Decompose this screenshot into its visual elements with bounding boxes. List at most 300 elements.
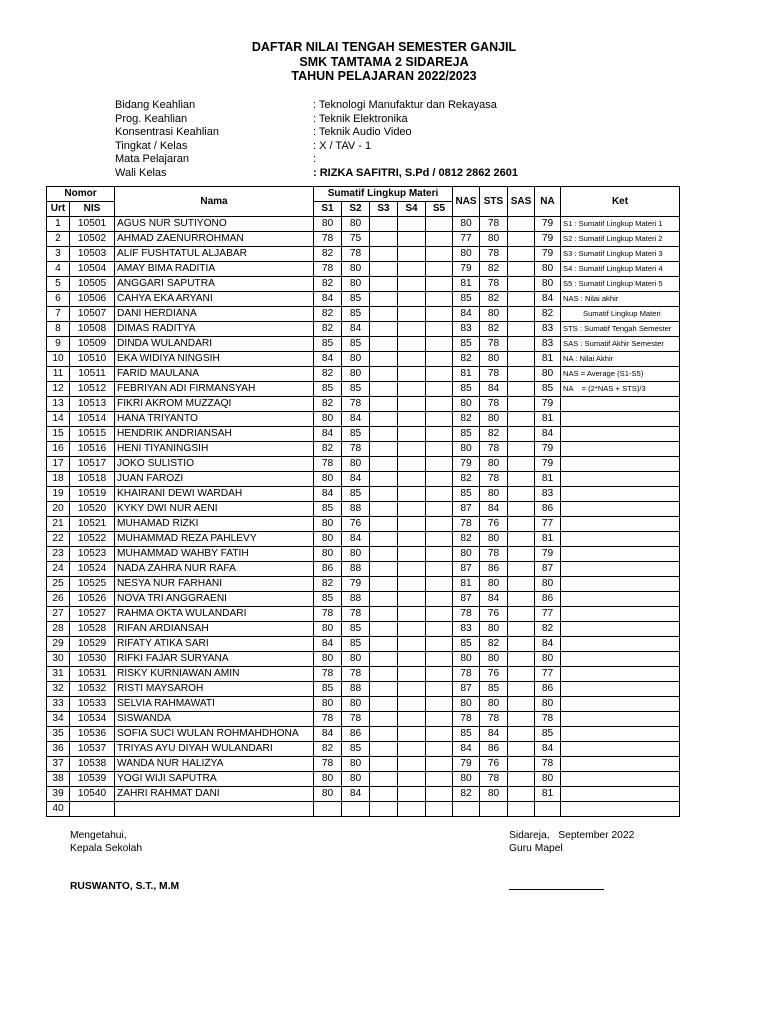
table-row: [47, 472, 680, 487]
cell-nis: 10515: [70, 427, 115, 442]
cell-s5: [426, 292, 453, 307]
cell-nas: 85: [453, 487, 480, 502]
header-na: NA: [535, 187, 561, 217]
cell-nama: SOFIA SUCI WULAN ROHMAHDHONA: [115, 727, 314, 742]
cell-s3: [370, 652, 398, 667]
cell-urt: 13: [47, 397, 70, 412]
cell-nas: 85: [453, 292, 480, 307]
cell-nas: 84: [453, 742, 480, 757]
cell-sts: [480, 802, 508, 817]
cell-nas: 80: [453, 547, 480, 562]
cell-sts: 80: [480, 652, 508, 667]
cell-nis: 10520: [70, 502, 115, 517]
cell-ket: STS : Sumatif Tengah Semester: [561, 322, 680, 337]
cell-na: 83: [535, 487, 561, 502]
cell-s3: [370, 427, 398, 442]
cell-s2: 86: [342, 727, 370, 742]
table-row: [47, 697, 680, 712]
table-row: [47, 367, 680, 382]
cell-s1: 78: [314, 712, 342, 727]
cell-ket: [561, 472, 680, 487]
cell-ket: S4 : Sumatif Lingkup Materi 4: [561, 262, 680, 277]
cell-s3: [370, 337, 398, 352]
cell-sas: [508, 517, 535, 532]
cell-s1: 84: [314, 352, 342, 367]
cell-nama: DINDA WULANDARI: [115, 337, 314, 352]
cell-na: 86: [535, 682, 561, 697]
table-row: [47, 757, 680, 772]
table-row: [47, 442, 680, 457]
table-row: [47, 382, 680, 397]
cell-sas: [508, 292, 535, 307]
cell-s4: [398, 232, 426, 247]
header-s1: S1: [314, 202, 342, 217]
cell-s4: [398, 577, 426, 592]
cell-nas: 77: [453, 232, 480, 247]
document-title: DAFTAR NILAI TENGAH SEMESTER GANJIL: [251, 40, 517, 54]
cell-urt: 4: [47, 262, 70, 277]
table-row: [47, 397, 680, 412]
cell-ket: [561, 802, 680, 817]
cell-na: 77: [535, 667, 561, 682]
cell-na: 81: [535, 352, 561, 367]
teacher-signature-line: [509, 888, 604, 890]
cell-urt: 8: [47, 322, 70, 337]
cell-s5: [426, 742, 453, 757]
table-row: [47, 667, 680, 682]
cell-sas: [508, 532, 535, 547]
cell-ket: [561, 652, 680, 667]
table-row: [47, 247, 680, 262]
cell-s1: 80: [314, 217, 342, 232]
cell-nis: 10530: [70, 652, 115, 667]
cell-nis: 10537: [70, 742, 115, 757]
cell-s5: [426, 307, 453, 322]
cell-na: 80: [535, 277, 561, 292]
header-s3: S3: [370, 202, 398, 217]
info-label: Tingkat / Kelas: [115, 139, 188, 152]
header-sas: SAS: [508, 187, 535, 217]
cell-ket: [561, 667, 680, 682]
table-row: [47, 427, 680, 442]
cell-sas: [508, 742, 535, 757]
cell-ket: [561, 772, 680, 787]
cell-nama: ALIF FUSHTATUL ALJABAR: [115, 247, 314, 262]
cell-s1: 82: [314, 397, 342, 412]
cell-urt: 21: [47, 517, 70, 532]
cell-na: 81: [535, 412, 561, 427]
cell-nas: 85: [453, 382, 480, 397]
cell-nis: 10528: [70, 622, 115, 637]
cell-nas: 82: [453, 787, 480, 802]
cell-s4: [398, 622, 426, 637]
cell-sas: [508, 547, 535, 562]
cell-s4: [398, 757, 426, 772]
cell-ket: [561, 712, 680, 727]
cell-ket: [561, 547, 680, 562]
cell-na: 85: [535, 382, 561, 397]
cell-sts: 78: [480, 772, 508, 787]
cell-nama: TRIYAS AYU DIYAH WULANDARI: [115, 742, 314, 757]
cell-s1: 80: [314, 697, 342, 712]
table-row: [47, 322, 680, 337]
cell-s2: 78: [342, 442, 370, 457]
table-row: [47, 532, 680, 547]
cell-s5: [426, 757, 453, 772]
table-row: [47, 307, 680, 322]
cell-sas: [508, 457, 535, 472]
cell-sas: [508, 307, 535, 322]
cell-nama: MUHAMMAD REZA PAHLEVY: [115, 532, 314, 547]
cell-na: 84: [535, 637, 561, 652]
cell-sts: 78: [480, 712, 508, 727]
cell-urt: 27: [47, 607, 70, 622]
table-row: [47, 577, 680, 592]
cell-s5: [426, 352, 453, 367]
cell-s5: [426, 667, 453, 682]
cell-s1: 80: [314, 652, 342, 667]
cell-s3: [370, 667, 398, 682]
cell-s3: [370, 607, 398, 622]
table-row: [47, 232, 680, 247]
cell-na: 79: [535, 397, 561, 412]
info-label: Wali Kelas: [115, 166, 167, 179]
cell-na: 77: [535, 607, 561, 622]
cell-urt: 36: [47, 742, 70, 757]
cell-nama: KHAIRANI DEWI WARDAH: [115, 487, 314, 502]
cell-sts: 78: [480, 277, 508, 292]
cell-urt: 18: [47, 472, 70, 487]
cell-s3: [370, 217, 398, 232]
cell-nas: 80: [453, 217, 480, 232]
info-value: : Teknik Elektronika: [313, 112, 408, 125]
cell-s5: [426, 397, 453, 412]
cell-s2: 85: [342, 487, 370, 502]
cell-urt: 37: [47, 757, 70, 772]
cell-nama: KYKY DWI NUR AENI: [115, 502, 314, 517]
cell-nama: HANA TRIYANTO: [115, 412, 314, 427]
cell-s5: [426, 472, 453, 487]
cell-na: 84: [535, 292, 561, 307]
cell-s5: [426, 622, 453, 637]
cell-na: 78: [535, 712, 561, 727]
header-nis: NIS: [70, 202, 115, 217]
cell-s5: [426, 802, 453, 817]
cell-s3: [370, 517, 398, 532]
cell-s2: 85: [342, 637, 370, 652]
cell-nama: MUHAMAD RIZKI: [115, 517, 314, 532]
cell-sas: [508, 337, 535, 352]
cell-s2: 76: [342, 517, 370, 532]
cell-sts: 80: [480, 532, 508, 547]
table-row: [47, 292, 680, 307]
cell-nama: JOKO SULISTIO: [115, 457, 314, 472]
cell-nis: 10533: [70, 697, 115, 712]
info-label: Bidang Keahlian: [115, 99, 196, 111]
table-row: [47, 517, 680, 532]
cell-sas: [508, 217, 535, 232]
cell-sts: 76: [480, 517, 508, 532]
cell-nis: 10511: [70, 367, 115, 382]
cell-na: 83: [535, 337, 561, 352]
cell-s5: [426, 712, 453, 727]
cell-s3: [370, 232, 398, 247]
cell-na: 87: [535, 562, 561, 577]
cell-ket: [561, 592, 680, 607]
cell-ket: [561, 757, 680, 772]
cell-sas: [508, 277, 535, 292]
cell-na: 86: [535, 592, 561, 607]
cell-s1: 80: [314, 787, 342, 802]
cell-nama: [115, 802, 314, 817]
table-row: [47, 742, 680, 757]
table-row: [47, 607, 680, 622]
cell-s1: 85: [314, 502, 342, 517]
cell-na: 80: [535, 772, 561, 787]
cell-s5: [426, 502, 453, 517]
cell-sas: [508, 787, 535, 802]
cell-na: 80: [535, 367, 561, 382]
info-value: :: [313, 153, 317, 166]
cell-s4: [398, 217, 426, 232]
cell-s3: [370, 547, 398, 562]
cell-sts: 80: [480, 787, 508, 802]
cell-s5: [426, 697, 453, 712]
cell-urt: 20: [47, 502, 70, 517]
cell-nama: SISWANDA: [115, 712, 314, 727]
cell-na: 81: [535, 472, 561, 487]
cell-urt: 34: [47, 712, 70, 727]
cell-na: 81: [535, 787, 561, 802]
cell-s3: [370, 412, 398, 427]
cell-ket: NA : Nilai Akhir: [561, 352, 680, 367]
table-row: [47, 592, 680, 607]
cell-s4: [398, 532, 426, 547]
cell-sas: [508, 712, 535, 727]
cell-ket: S3 : Sumatif Lingkup Materi 3: [561, 247, 680, 262]
cell-s3: [370, 562, 398, 577]
cell-sts: 80: [480, 307, 508, 322]
header-s4: S4: [398, 202, 426, 217]
cell-sas: [508, 697, 535, 712]
cell-sts: 80: [480, 412, 508, 427]
cell-sts: 76: [480, 607, 508, 622]
cell-s1: 84: [314, 637, 342, 652]
cell-s5: [426, 652, 453, 667]
cell-nama: RISKY KURNIAWAN AMIN: [115, 667, 314, 682]
cell-nama: DANI HERDIANA: [115, 307, 314, 322]
cell-nas: 83: [453, 322, 480, 337]
cell-urt: 1: [47, 217, 70, 232]
cell-urt: 17: [47, 457, 70, 472]
cell-na: 81: [535, 532, 561, 547]
cell-sts: 78: [480, 472, 508, 487]
cell-urt: 35: [47, 727, 70, 742]
cell-sas: [508, 637, 535, 652]
cell-s1: 78: [314, 607, 342, 622]
cell-s5: [426, 277, 453, 292]
cell-s3: [370, 382, 398, 397]
cell-nama: ZAHRI RAHMAT DANI: [115, 787, 314, 802]
cell-s5: [426, 577, 453, 592]
cell-nis: 10509: [70, 337, 115, 352]
cell-s1: 80: [314, 547, 342, 562]
cell-s5: [426, 607, 453, 622]
cell-nama: FARID MAULANA: [115, 367, 314, 382]
cell-s1: 80: [314, 472, 342, 487]
cell-nas: 81: [453, 367, 480, 382]
cell-s2: 85: [342, 292, 370, 307]
cell-s2: 80: [342, 772, 370, 787]
cell-nama: NESYA NUR FARHANI: [115, 577, 314, 592]
cell-s5: [426, 367, 453, 382]
cell-nis: 10536: [70, 727, 115, 742]
cell-nis: 10513: [70, 397, 115, 412]
cell-sas: [508, 652, 535, 667]
cell-nama: JUAN FAROZI: [115, 472, 314, 487]
cell-urt: 38: [47, 772, 70, 787]
cell-sas: [508, 562, 535, 577]
cell-nama: MUHAMMAD WAHBY FATIH: [115, 547, 314, 562]
cell-ket: [561, 412, 680, 427]
cell-s4: [398, 802, 426, 817]
cell-nis: 10529: [70, 637, 115, 652]
cell-ket: NAS = Average (S1-S5): [561, 367, 680, 382]
cell-ket: [561, 457, 680, 472]
cell-s1: 78: [314, 457, 342, 472]
cell-sas: [508, 367, 535, 382]
cell-nama: RISTI MAYSAROH: [115, 682, 314, 697]
cell-s1: 85: [314, 682, 342, 697]
cell-ket: NAS : Nilai akhir: [561, 292, 680, 307]
cell-s5: [426, 517, 453, 532]
cell-s4: [398, 307, 426, 322]
cell-sas: [508, 472, 535, 487]
cell-sts: 78: [480, 247, 508, 262]
cell-nis: 10521: [70, 517, 115, 532]
cell-ket: [561, 487, 680, 502]
cell-nis: 10506: [70, 292, 115, 307]
table-row: [47, 637, 680, 652]
school-name: SMK TAMTAMA 2 SIDAREJA: [299, 54, 469, 69]
cell-sts: 80: [480, 577, 508, 592]
cell-nis: 10514: [70, 412, 115, 427]
cell-ket: SAS : Sumatif Akhir Semester: [561, 337, 680, 352]
cell-nas: 85: [453, 727, 480, 742]
cell-s2: 84: [342, 472, 370, 487]
cell-s5: [426, 382, 453, 397]
cell-s1: 78: [314, 757, 342, 772]
cell-sts: 85: [480, 682, 508, 697]
cell-urt: 22: [47, 532, 70, 547]
table-row: [47, 772, 680, 787]
cell-urt: 31: [47, 667, 70, 682]
cell-s4: [398, 322, 426, 337]
cell-s4: [398, 517, 426, 532]
table-row: [47, 562, 680, 577]
cell-s2: 80: [342, 277, 370, 292]
cell-urt: 16: [47, 442, 70, 457]
cell-s4: [398, 277, 426, 292]
cell-ket: [561, 727, 680, 742]
cell-nas: 80: [453, 247, 480, 262]
cell-s3: [370, 697, 398, 712]
cell-sts: 80: [480, 622, 508, 637]
cell-s2: 84: [342, 532, 370, 547]
cell-nis: 10531: [70, 667, 115, 682]
cell-nis: 10503: [70, 247, 115, 262]
cell-urt: 26: [47, 592, 70, 607]
cell-sas: [508, 397, 535, 412]
table-row: [47, 412, 680, 427]
cell-nama: ANGGARI SAPUTRA: [115, 277, 314, 292]
cell-s1: 80: [314, 412, 342, 427]
cell-s4: [398, 442, 426, 457]
cell-ket: S5 : Sumatif Lingkup Materi 5: [561, 277, 680, 292]
cell-s5: [426, 787, 453, 802]
cell-nama: SELVIA RAHMAWATI: [115, 697, 314, 712]
cell-s1: 78: [314, 262, 342, 277]
info-value: : X / TAV - 1: [313, 139, 372, 152]
cell-s2: 79: [342, 577, 370, 592]
table-row: [47, 262, 680, 277]
cell-nis: 10534: [70, 712, 115, 727]
cell-s4: [398, 652, 426, 667]
cell-sts: 80: [480, 487, 508, 502]
cell-nas: 87: [453, 592, 480, 607]
cell-nis: 10510: [70, 352, 115, 367]
cell-sas: [508, 622, 535, 637]
cell-s4: [398, 487, 426, 502]
cell-s3: [370, 262, 398, 277]
cell-nis: 10502: [70, 232, 115, 247]
cell-nis: 10508: [70, 322, 115, 337]
cell-urt: 30: [47, 652, 70, 667]
cell-s1: 84: [314, 727, 342, 742]
cell-ket: Sumatif Lingkup Materi: [561, 307, 680, 322]
cell-sas: [508, 607, 535, 622]
cell-na: 78: [535, 757, 561, 772]
cell-nama: NADA ZAHRA NUR RAFA: [115, 562, 314, 577]
cell-s1: 86: [314, 562, 342, 577]
cell-s4: [398, 292, 426, 307]
cell-s2: 85: [342, 742, 370, 757]
cell-sts: 78: [480, 337, 508, 352]
cell-s2: 84: [342, 412, 370, 427]
cell-s4: [398, 472, 426, 487]
cell-nis: 10524: [70, 562, 115, 577]
cell-nis: [70, 802, 115, 817]
cell-sas: [508, 322, 535, 337]
cell-s2: 80: [342, 457, 370, 472]
cell-nas: 87: [453, 562, 480, 577]
cell-sas: [508, 592, 535, 607]
cell-sas: [508, 727, 535, 742]
table-row: [47, 652, 680, 667]
cell-s3: [370, 637, 398, 652]
cell-s4: [398, 367, 426, 382]
cell-s5: [426, 457, 453, 472]
cell-s1: 82: [314, 247, 342, 262]
cell-nas: 82: [453, 472, 480, 487]
cell-s1: 80: [314, 772, 342, 787]
cell-na: 80: [535, 577, 561, 592]
cell-sts: 82: [480, 322, 508, 337]
info-label: Konsentrasi Keahlian: [115, 126, 219, 139]
cell-na: 80: [535, 697, 561, 712]
cell-s3: [370, 367, 398, 382]
table-row: [47, 457, 680, 472]
